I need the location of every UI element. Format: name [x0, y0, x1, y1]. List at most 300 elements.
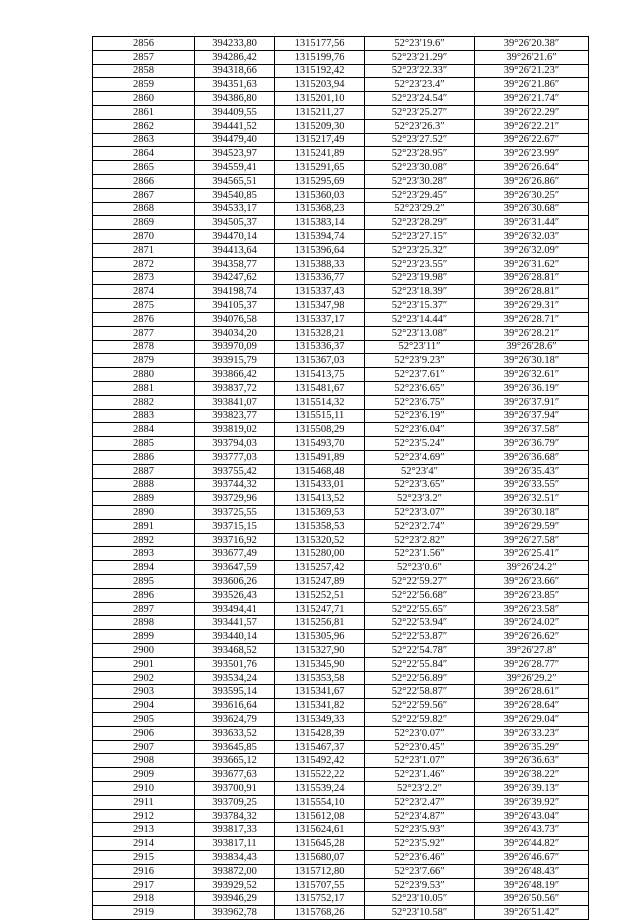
longitude-cell: 39°26′46.67″: [475, 851, 589, 865]
y-coordinate-cell: 1315336,37: [275, 340, 365, 354]
point-number-cell: 2857: [93, 50, 195, 64]
y-coordinate-cell: 1315177,56: [275, 37, 365, 51]
x-coordinate-cell: 394247,62: [195, 271, 275, 285]
table-row: [93, 892, 589, 906]
latitude-cell: 52°22′58.87″: [365, 685, 475, 699]
point-number-cell: 2901: [93, 657, 195, 671]
point-number-cell: 2915: [93, 851, 195, 865]
x-coordinate-cell: 394470,14: [195, 230, 275, 244]
longitude-cell: 39°26′37.91″: [475, 395, 589, 409]
x-coordinate-cell: 393716,92: [195, 533, 275, 547]
y-coordinate-cell: 1315413,75: [275, 368, 365, 382]
point-number-cell: 2893: [93, 547, 195, 561]
latitude-cell: 52°23′19.98″: [365, 271, 475, 285]
x-coordinate-cell: 393823,77: [195, 409, 275, 423]
x-coordinate-cell: 394351,63: [195, 78, 275, 92]
longitude-cell: 39°26′28.71″: [475, 312, 589, 326]
latitude-cell: 52°23′28.95″: [365, 147, 475, 161]
point-number-cell: 2861: [93, 105, 195, 119]
latitude-cell: 52°22′59.82″: [365, 713, 475, 727]
longitude-cell: 39°26′21.6″: [475, 50, 589, 64]
table-row: [93, 506, 589, 520]
latitude-cell: 52°22′55.84″: [365, 657, 475, 671]
longitude-cell: 39°26′22.67″: [475, 133, 589, 147]
y-coordinate-cell: 1315707,55: [275, 878, 365, 892]
table-row: [93, 602, 589, 616]
y-coordinate-cell: 1315481,67: [275, 381, 365, 395]
y-coordinate-cell: 1315353,58: [275, 671, 365, 685]
point-number-cell: 2885: [93, 437, 195, 451]
latitude-cell: 52°22′56.89″: [365, 671, 475, 685]
point-number-cell: 2914: [93, 837, 195, 851]
longitude-cell: 39°26′30.68″: [475, 202, 589, 216]
x-coordinate-cell: 393677,63: [195, 768, 275, 782]
x-coordinate-cell: 394559,41: [195, 161, 275, 175]
table-row: [93, 878, 589, 892]
longitude-cell: 39°26′36.63″: [475, 754, 589, 768]
longitude-cell: 39°26′25.41″: [475, 547, 589, 561]
x-coordinate-cell: 393915,79: [195, 354, 275, 368]
point-number-cell: 2870: [93, 230, 195, 244]
table-row: [93, 492, 589, 506]
latitude-cell: 52°23′4.69″: [365, 450, 475, 464]
x-coordinate-cell: 393841,07: [195, 395, 275, 409]
x-coordinate-cell: 393633,52: [195, 726, 275, 740]
longitude-cell: 39°26′26.62″: [475, 630, 589, 644]
y-coordinate-cell: 1315341,82: [275, 699, 365, 713]
longitude-cell: 39°26′38.22″: [475, 768, 589, 782]
latitude-cell: 52°23′21.29″: [365, 50, 475, 64]
longitude-cell: 39°26′29.31″: [475, 299, 589, 313]
y-coordinate-cell: 1315295,69: [275, 174, 365, 188]
point-number-cell: 2894: [93, 561, 195, 575]
point-number-cell: 2881: [93, 381, 195, 395]
x-coordinate-cell: 393606,26: [195, 575, 275, 589]
latitude-cell: 52°23′13.08″: [365, 326, 475, 340]
latitude-cell: 52°23′5.93″: [365, 823, 475, 837]
y-coordinate-cell: 1315280,00: [275, 547, 365, 561]
y-coordinate-cell: 1315554,10: [275, 795, 365, 809]
latitude-cell: 52°22′59.56″: [365, 699, 475, 713]
point-number-cell: 2886: [93, 450, 195, 464]
y-coordinate-cell: 1315493,70: [275, 437, 365, 451]
latitude-cell: 52°23′27.52″: [365, 133, 475, 147]
table-row: [93, 561, 589, 575]
x-coordinate-cell: 393700,91: [195, 782, 275, 796]
table-row: [93, 312, 589, 326]
longitude-cell: 39°26′36.79″: [475, 437, 589, 451]
latitude-cell: 52°23′5.92″: [365, 837, 475, 851]
point-number-cell: 2902: [93, 671, 195, 685]
point-number-cell: 2873: [93, 271, 195, 285]
point-number-cell: 2919: [93, 906, 195, 920]
y-coordinate-cell: 1315394,74: [275, 230, 365, 244]
y-coordinate-cell: 1315358,53: [275, 519, 365, 533]
latitude-cell: 52°22′54.78″: [365, 644, 475, 658]
x-coordinate-cell: 393784,32: [195, 809, 275, 823]
latitude-cell: 52°22′53.87″: [365, 630, 475, 644]
table-row: [93, 864, 589, 878]
point-number-cell: 2867: [93, 188, 195, 202]
longitude-cell: 39°26′32.61″: [475, 368, 589, 382]
table-row: [93, 851, 589, 865]
longitude-cell: 39°26′50.56″: [475, 892, 589, 906]
latitude-cell: 52°23′26.3″: [365, 119, 475, 133]
table-row: [93, 188, 589, 202]
longitude-cell: 39°26′21.86″: [475, 78, 589, 92]
point-number-cell: 2896: [93, 588, 195, 602]
longitude-cell: 39°26′33.23″: [475, 726, 589, 740]
table-row: [93, 161, 589, 175]
x-coordinate-cell: 393866,42: [195, 368, 275, 382]
latitude-cell: 52°23′14.44″: [365, 312, 475, 326]
latitude-cell: 52°23′2.2″: [365, 782, 475, 796]
x-coordinate-cell: 394413,64: [195, 243, 275, 257]
y-coordinate-cell: 1315337,17: [275, 312, 365, 326]
y-coordinate-cell: 1315360,03: [275, 188, 365, 202]
longitude-cell: 39°26′30.25″: [475, 188, 589, 202]
table-row: [93, 699, 589, 713]
table-row: [93, 409, 589, 423]
latitude-cell: 52°23′4″: [365, 464, 475, 478]
table-row: [93, 630, 589, 644]
y-coordinate-cell: 1315491,89: [275, 450, 365, 464]
table-row: [93, 450, 589, 464]
table-row: [93, 657, 589, 671]
x-coordinate-cell: 393744,32: [195, 478, 275, 492]
point-number-cell: 2879: [93, 354, 195, 368]
latitude-cell: 52°23′11″: [365, 340, 475, 354]
x-coordinate-cell: 393946,29: [195, 892, 275, 906]
table-row: [93, 285, 589, 299]
x-coordinate-cell: 393665,12: [195, 754, 275, 768]
longitude-cell: 39°26′24.02″: [475, 616, 589, 630]
table-row: [93, 671, 589, 685]
y-coordinate-cell: 1315367,03: [275, 354, 365, 368]
table-row: [93, 823, 589, 837]
x-coordinate-cell: 394523,97: [195, 147, 275, 161]
latitude-cell: 52°23′4.87″: [365, 809, 475, 823]
point-number-cell: 2872: [93, 257, 195, 271]
y-coordinate-cell: 1315467,37: [275, 740, 365, 754]
table-row: [93, 354, 589, 368]
table-row: [93, 368, 589, 382]
x-coordinate-cell: 393494,41: [195, 602, 275, 616]
y-coordinate-cell: 1315612,08: [275, 809, 365, 823]
point-number-cell: 2883: [93, 409, 195, 423]
point-number-cell: 2897: [93, 602, 195, 616]
y-coordinate-cell: 1315413,52: [275, 492, 365, 506]
point-number-cell: 2875: [93, 299, 195, 313]
longitude-cell: 39°26′31.62″: [475, 257, 589, 271]
longitude-cell: 39°26′51.42″: [475, 906, 589, 920]
x-coordinate-cell: 393872,00: [195, 864, 275, 878]
longitude-cell: 39°26′36.19″: [475, 381, 589, 395]
table-row: [93, 271, 589, 285]
y-coordinate-cell: 1315492,42: [275, 754, 365, 768]
point-number-cell: 2856: [93, 37, 195, 51]
latitude-cell: 52°22′53.94″: [365, 616, 475, 630]
y-coordinate-cell: 1315257,42: [275, 561, 365, 575]
x-coordinate-cell: 393794,03: [195, 437, 275, 451]
y-coordinate-cell: 1315388,33: [275, 257, 365, 271]
latitude-cell: 52°23′1.56″: [365, 547, 475, 561]
point-number-cell: 2868: [93, 202, 195, 216]
y-coordinate-cell: 1315515,11: [275, 409, 365, 423]
y-coordinate-cell: 1315508,29: [275, 423, 365, 437]
coordinates-table-body: [93, 37, 589, 920]
x-coordinate-cell: 393645,85: [195, 740, 275, 754]
longitude-cell: 39°26′30.18″: [475, 354, 589, 368]
table-row: [93, 78, 589, 92]
y-coordinate-cell: 1315192,42: [275, 64, 365, 78]
table-row: [93, 299, 589, 313]
x-coordinate-cell: 393440,14: [195, 630, 275, 644]
x-coordinate-cell: 393595,14: [195, 685, 275, 699]
x-coordinate-cell: 394479,40: [195, 133, 275, 147]
x-coordinate-cell: 393817,33: [195, 823, 275, 837]
latitude-cell: 52°22′59.27″: [365, 575, 475, 589]
x-coordinate-cell: 393817,11: [195, 837, 275, 851]
latitude-cell: 52°23′15.37″: [365, 299, 475, 313]
longitude-cell: 39°26′24.2″: [475, 561, 589, 575]
table-row: [93, 795, 589, 809]
table-row: [93, 726, 589, 740]
longitude-cell: 39°26′28.61″: [475, 685, 589, 699]
point-number-cell: 2888: [93, 478, 195, 492]
longitude-cell: 39°26′27.58″: [475, 533, 589, 547]
longitude-cell: 39°26′20.38″: [475, 37, 589, 51]
y-coordinate-cell: 1315522,22: [275, 768, 365, 782]
latitude-cell: 52°23′19.6″: [365, 37, 475, 51]
point-number-cell: 2862: [93, 119, 195, 133]
x-coordinate-cell: 393819,02: [195, 423, 275, 437]
x-coordinate-cell: 393777,03: [195, 450, 275, 464]
longitude-cell: 39°26′36.68″: [475, 450, 589, 464]
y-coordinate-cell: 1315368,23: [275, 202, 365, 216]
point-number-cell: 2913: [93, 823, 195, 837]
point-number-cell: 2907: [93, 740, 195, 754]
point-number-cell: 2887: [93, 464, 195, 478]
y-coordinate-cell: 1315680,07: [275, 851, 365, 865]
y-coordinate-cell: 1315349,33: [275, 713, 365, 727]
x-coordinate-cell: 393534,24: [195, 671, 275, 685]
table-row: [93, 533, 589, 547]
point-number-cell: 2874: [93, 285, 195, 299]
y-coordinate-cell: 1315209,30: [275, 119, 365, 133]
table-row: [93, 395, 589, 409]
latitude-cell: 52°23′0.6″: [365, 561, 475, 575]
point-number-cell: 2889: [93, 492, 195, 506]
point-number-cell: 2916: [93, 864, 195, 878]
longitude-cell: 39°26′39.13″: [475, 782, 589, 796]
longitude-cell: 39°26′30.18″: [475, 506, 589, 520]
table-row: [93, 782, 589, 796]
point-number-cell: 2898: [93, 616, 195, 630]
point-number-cell: 2899: [93, 630, 195, 644]
table-row: [93, 644, 589, 658]
longitude-cell: 39°26′28.64″: [475, 699, 589, 713]
latitude-cell: 52°23′23.4″: [365, 78, 475, 92]
table-row: [93, 202, 589, 216]
table-row: [93, 740, 589, 754]
point-number-cell: 2863: [93, 133, 195, 147]
x-coordinate-cell: 393725,55: [195, 506, 275, 520]
point-number-cell: 2858: [93, 64, 195, 78]
x-coordinate-cell: 394233,80: [195, 37, 275, 51]
point-number-cell: 2865: [93, 161, 195, 175]
longitude-cell: 39°26′28.81″: [475, 271, 589, 285]
y-coordinate-cell: 1315201,10: [275, 92, 365, 106]
latitude-cell: 52°23′2.82″: [365, 533, 475, 547]
point-number-cell: 2891: [93, 519, 195, 533]
y-coordinate-cell: 1315468,48: [275, 464, 365, 478]
x-coordinate-cell: 394533,17: [195, 202, 275, 216]
x-coordinate-cell: 393962,78: [195, 906, 275, 920]
x-coordinate-cell: 393837,72: [195, 381, 275, 395]
table-row: [93, 754, 589, 768]
x-coordinate-cell: 394565,51: [195, 174, 275, 188]
table-row: [93, 906, 589, 920]
table-row: [93, 37, 589, 51]
point-number-cell: 2917: [93, 878, 195, 892]
table-row: [93, 588, 589, 602]
table-row: [93, 713, 589, 727]
point-number-cell: 2892: [93, 533, 195, 547]
x-coordinate-cell: 393715,15: [195, 519, 275, 533]
latitude-cell: 52°23′0.45″: [365, 740, 475, 754]
point-number-cell: 2908: [93, 754, 195, 768]
longitude-cell: 39°26′39.92″: [475, 795, 589, 809]
table-row: [93, 575, 589, 589]
longitude-cell: 39°26′29.2″: [475, 671, 589, 685]
table-row: [93, 230, 589, 244]
latitude-cell: 52°23′30.08″: [365, 161, 475, 175]
point-number-cell: 2877: [93, 326, 195, 340]
y-coordinate-cell: 1315712,80: [275, 864, 365, 878]
table-row: [93, 464, 589, 478]
x-coordinate-cell: 394286,42: [195, 50, 275, 64]
x-coordinate-cell: 393441,57: [195, 616, 275, 630]
latitude-cell: 52°23′6.75″: [365, 395, 475, 409]
y-coordinate-cell: 1315241,89: [275, 147, 365, 161]
y-coordinate-cell: 1315256,81: [275, 616, 365, 630]
x-coordinate-cell: 393729,96: [195, 492, 275, 506]
latitude-cell: 52°23′25.27″: [365, 105, 475, 119]
point-number-cell: 2860: [93, 92, 195, 106]
y-coordinate-cell: 1315328,21: [275, 326, 365, 340]
point-number-cell: 2864: [93, 147, 195, 161]
x-coordinate-cell: 394441,52: [195, 119, 275, 133]
longitude-cell: 39°26′37.58″: [475, 423, 589, 437]
y-coordinate-cell: 1315433,01: [275, 478, 365, 492]
latitude-cell: 52°23′9.53″: [365, 878, 475, 892]
point-number-cell: 2910: [93, 782, 195, 796]
longitude-cell: 39°26′21.23″: [475, 64, 589, 78]
table-row: [93, 174, 589, 188]
longitude-cell: 39°26′48.19″: [475, 878, 589, 892]
latitude-cell: 52°23′5.24″: [365, 437, 475, 451]
latitude-cell: 52°23′25.32″: [365, 243, 475, 257]
point-number-cell: 2882: [93, 395, 195, 409]
longitude-cell: 39°26′23.99″: [475, 147, 589, 161]
point-number-cell: 2880: [93, 368, 195, 382]
table-row: [93, 616, 589, 630]
y-coordinate-cell: 1315383,14: [275, 216, 365, 230]
longitude-cell: 39°26′22.21″: [475, 119, 589, 133]
table-row: [93, 119, 589, 133]
x-coordinate-cell: 394034,20: [195, 326, 275, 340]
point-number-cell: 2918: [93, 892, 195, 906]
longitude-cell: 39°26′28.81″: [475, 285, 589, 299]
longitude-cell: 39°26′43.04″: [475, 809, 589, 823]
longitude-cell: 39°26′35.29″: [475, 740, 589, 754]
longitude-cell: 39°26′28.77″: [475, 657, 589, 671]
latitude-cell: 52°23′6.65″: [365, 381, 475, 395]
latitude-cell: 52°23′10.58″: [365, 906, 475, 920]
longitude-cell: 39°26′21.74″: [475, 92, 589, 106]
table-row: [93, 147, 589, 161]
point-number-cell: 2869: [93, 216, 195, 230]
longitude-cell: 39°26′33.55″: [475, 478, 589, 492]
y-coordinate-cell: 1315645,28: [275, 837, 365, 851]
x-coordinate-cell: 394386,80: [195, 92, 275, 106]
point-number-cell: 2884: [93, 423, 195, 437]
latitude-cell: 52°23′3.07″: [365, 506, 475, 520]
longitude-cell: 39°26′44.82″: [475, 837, 589, 851]
longitude-cell: 39°26′31.44″: [475, 216, 589, 230]
x-coordinate-cell: 393929,52: [195, 878, 275, 892]
longitude-cell: 39°26′26.64″: [475, 161, 589, 175]
x-coordinate-cell: 394505,37: [195, 216, 275, 230]
y-coordinate-cell: 1315247,89: [275, 575, 365, 589]
latitude-cell: 52°23′0.07″: [365, 726, 475, 740]
longitude-cell: 39°26′28.21″: [475, 326, 589, 340]
table-row: [93, 105, 589, 119]
longitude-cell: 39°26′29.04″: [475, 713, 589, 727]
point-number-cell: 2912: [93, 809, 195, 823]
x-coordinate-cell: 393526,43: [195, 588, 275, 602]
longitude-cell: 39°26′32.03″: [475, 230, 589, 244]
point-number-cell: 2866: [93, 174, 195, 188]
point-number-cell: 2859: [93, 78, 195, 92]
x-coordinate-cell: 393501,76: [195, 657, 275, 671]
x-coordinate-cell: 393970,09: [195, 340, 275, 354]
x-coordinate-cell: 393468,52: [195, 644, 275, 658]
table-row: [93, 478, 589, 492]
longitude-cell: 39°26′23.66″: [475, 575, 589, 589]
table-row: [93, 547, 589, 561]
x-coordinate-cell: 393834,43: [195, 851, 275, 865]
table-row: [93, 685, 589, 699]
longitude-cell: 39°26′32.51″: [475, 492, 589, 506]
y-coordinate-cell: 1315252,51: [275, 588, 365, 602]
y-coordinate-cell: 1315305,96: [275, 630, 365, 644]
point-number-cell: 2904: [93, 699, 195, 713]
longitude-cell: 39°26′28.6″: [475, 340, 589, 354]
x-coordinate-cell: 394076,58: [195, 312, 275, 326]
point-number-cell: 2905: [93, 713, 195, 727]
table-row: [93, 216, 589, 230]
longitude-cell: 39°26′29.59″: [475, 519, 589, 533]
y-coordinate-cell: 1315247,71: [275, 602, 365, 616]
y-coordinate-cell: 1315539,24: [275, 782, 365, 796]
coordinates-table: [92, 36, 589, 920]
x-coordinate-cell: 394105,37: [195, 299, 275, 313]
longitude-cell: 39°26′32.09″: [475, 243, 589, 257]
latitude-cell: 52°23′18.39″: [365, 285, 475, 299]
point-number-cell: 2895: [93, 575, 195, 589]
